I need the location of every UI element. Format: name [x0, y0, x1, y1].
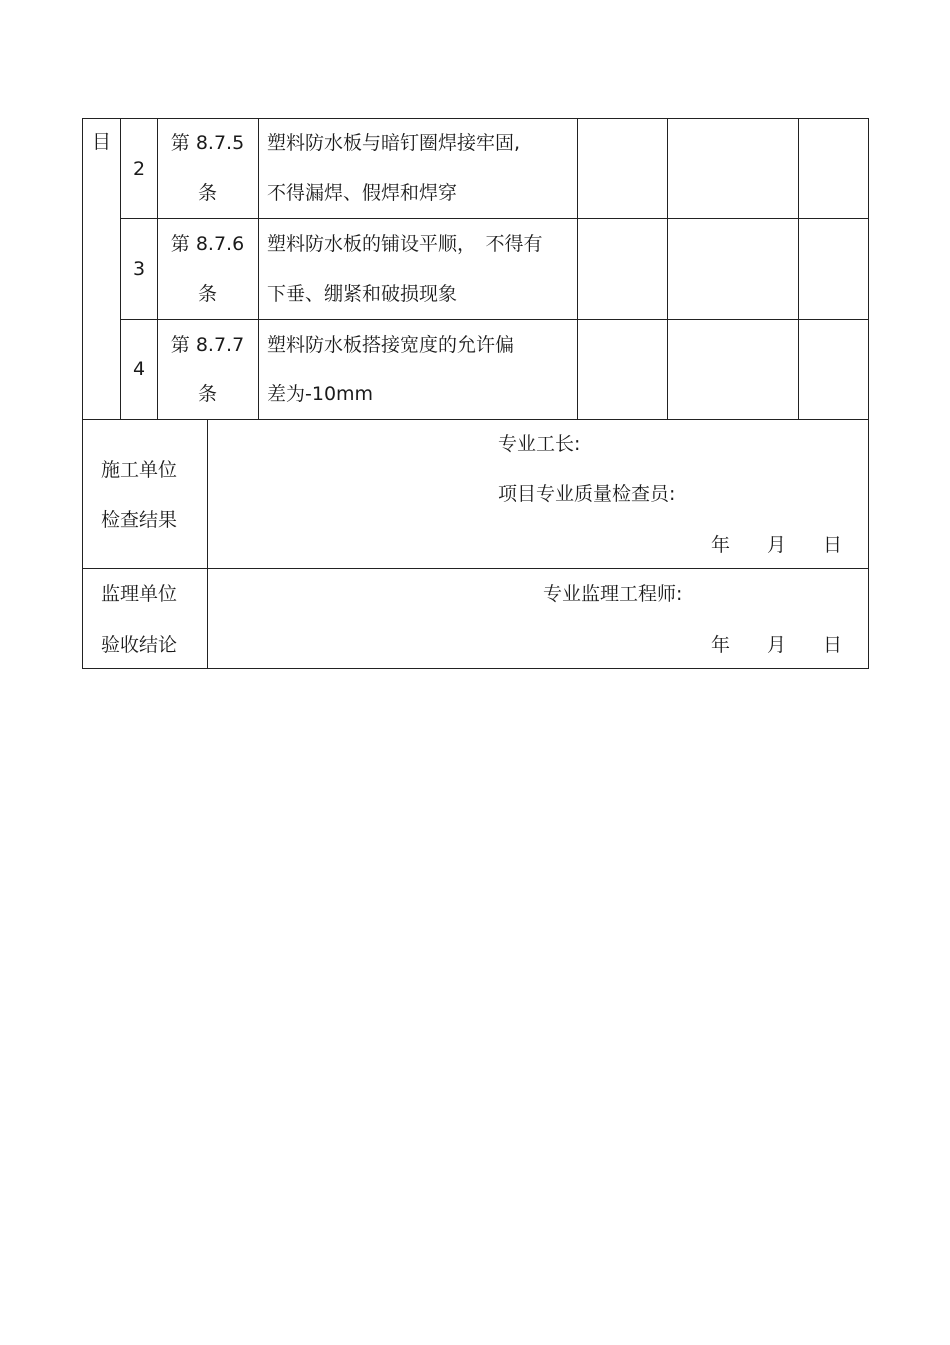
inspection-result-label: 检查结果: [101, 509, 178, 531]
clause-reference-suffix: 条: [197, 383, 217, 405]
rule-top: [82, 118, 869, 119]
date-day-label: 日: [823, 534, 843, 556]
requirement-text: 塑料防水板与暗钉圈焊接牢固,: [267, 132, 521, 154]
clause-reference: 第 8.7.6: [170, 233, 245, 255]
rule-col-req-left: [258, 118, 259, 419]
date-day-label: 日: [823, 634, 843, 656]
clause-reference-suffix: 条: [197, 283, 217, 305]
rule-left: [82, 118, 83, 669]
rule-table-bottom: [82, 668, 869, 669]
supervision-unit-label: 监理单位: [101, 583, 178, 605]
date-year-label: 年: [711, 634, 731, 656]
rule-construction-bottom: [82, 568, 869, 569]
date-month-label: 月: [767, 634, 787, 656]
requirement-text-cont: 下垂、绷紧和破损现象: [267, 283, 458, 305]
rule-row2-bottom: [120, 218, 869, 219]
rule-col-a-left: [577, 118, 578, 419]
item-number: 4: [132, 358, 146, 380]
clause-reference: 第 8.7.5: [170, 132, 245, 154]
acceptance-conclusion-label: 验收结论: [101, 634, 178, 656]
requirement-text-cont: 差为-10mm: [267, 383, 374, 405]
rule-right: [868, 118, 869, 669]
clause-reference: 第 8.7.7: [170, 334, 245, 356]
item-number: 3: [132, 258, 146, 280]
clause-reference-suffix: 条: [197, 182, 217, 204]
foreman-signature-label: 专业工长:: [498, 433, 581, 455]
construction-unit-label: 施工单位: [101, 459, 178, 481]
rule-col-b-left: [667, 118, 668, 419]
quality-inspector-signature-label: 项目专业质量检查员:: [498, 483, 676, 505]
item-number: 2: [132, 158, 146, 180]
date-month-label: 月: [767, 534, 787, 556]
supervising-engineer-signature-label: 专业监理工程师:: [543, 583, 683, 605]
requirement-text-cont: 不得漏焊、假焊和焊穿: [267, 182, 458, 204]
date-year-label: 年: [711, 534, 731, 556]
requirement-text: 塑料防水板搭接宽度的允许偏: [267, 334, 515, 356]
rule-items-bottom: [82, 419, 869, 420]
rule-col-c-left: [798, 118, 799, 419]
group-label-tail: 目: [92, 131, 112, 153]
rule-row3-bottom: [120, 319, 869, 320]
requirement-text: 塑料防水板的铺设平顺， 不得有: [267, 233, 543, 255]
rule-signature-left: [207, 419, 208, 669]
